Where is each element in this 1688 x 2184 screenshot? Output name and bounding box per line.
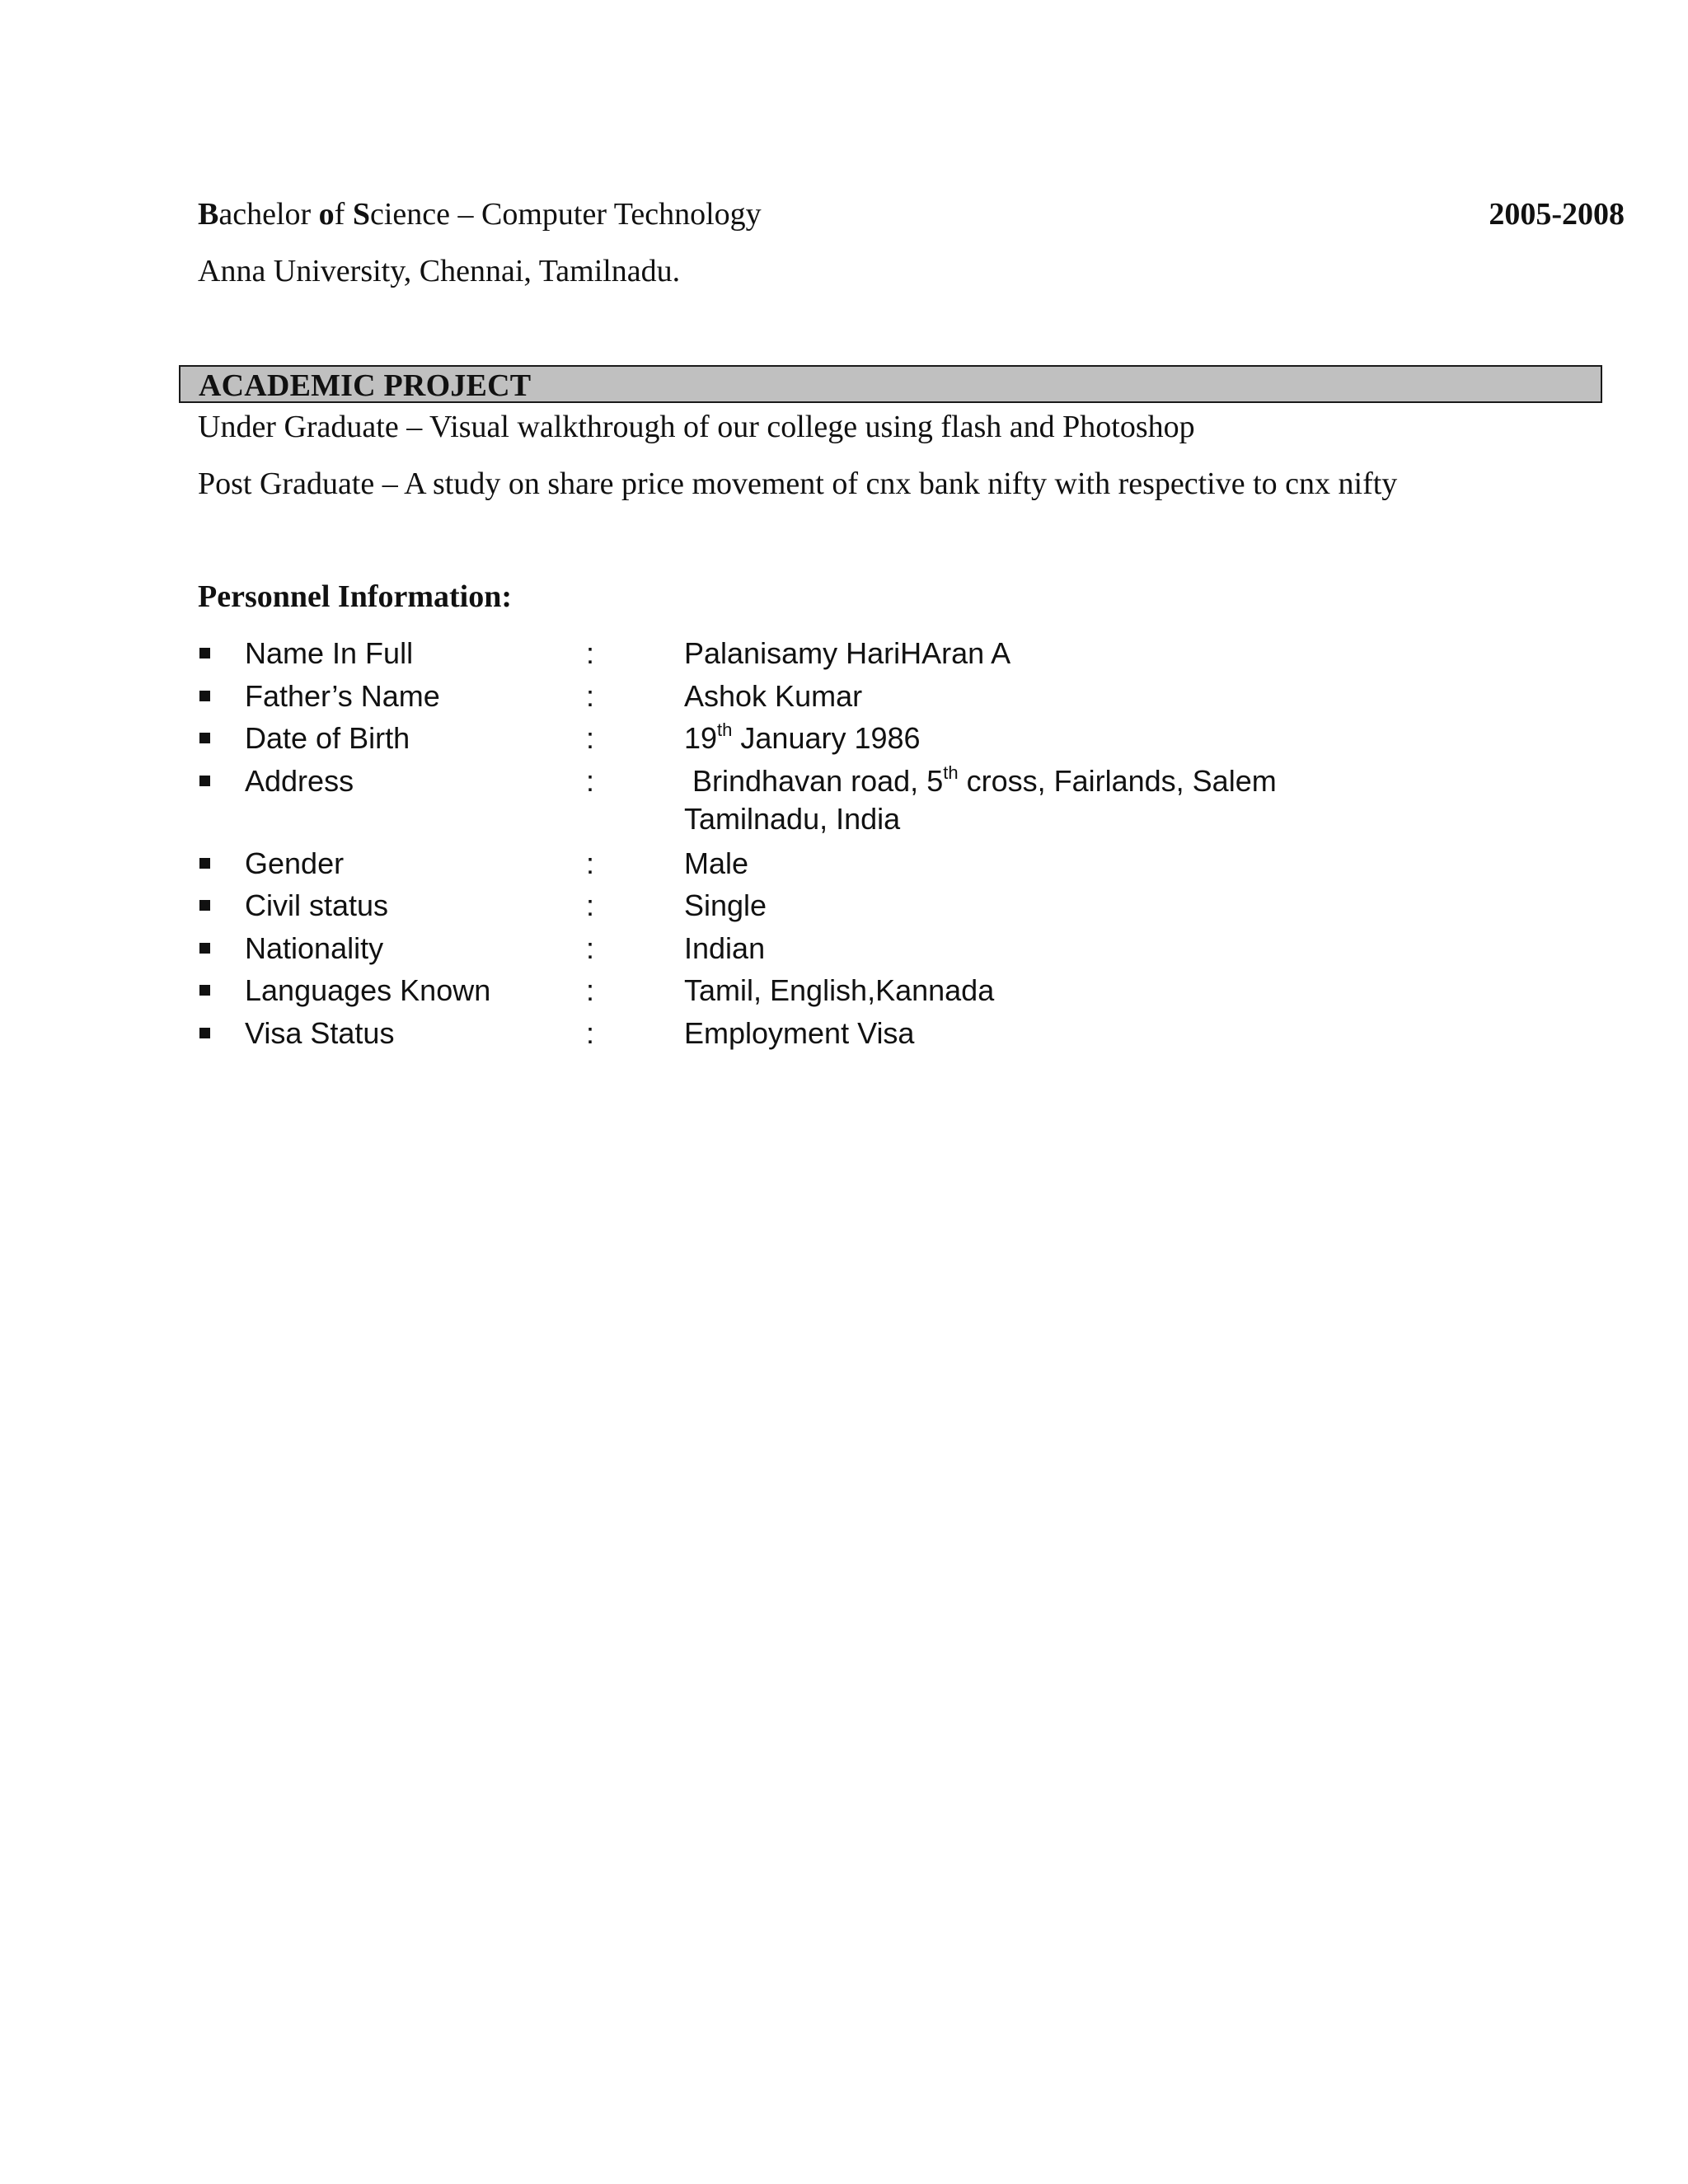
info-separator: :	[586, 721, 595, 755]
square-bullet-icon	[199, 985, 210, 996]
degree-text-2: f	[334, 197, 353, 232]
square-bullet-icon	[199, 776, 210, 786]
section-title: ACADEMIC PROJECT	[199, 368, 532, 403]
degree-line	[198, 196, 1625, 232]
info-separator: :	[586, 678, 595, 713]
square-bullet-icon	[199, 733, 210, 743]
address-line1-start: Brindhavan road, 5	[684, 763, 944, 798]
info-value: Male	[684, 846, 749, 880]
address-line1-end: cross, Fairlands, Salem	[958, 763, 1277, 798]
info-row-visa-status	[198, 1016, 1434, 1059]
degree-text-3: cience – Computer Technology	[369, 197, 762, 232]
info-label: Name In Full	[245, 636, 414, 670]
info-row-languages	[198, 973, 1434, 1016]
info-separator: :	[586, 973, 595, 1007]
dob-ordinal-suffix: th	[717, 719, 733, 740]
degree-text-1: achelor	[218, 197, 319, 232]
academic-project-section-bar	[179, 365, 1602, 403]
project-under-graduate: Under Graduate – Visual walkthrough of our college using flash and Photoshop	[198, 410, 1195, 444]
info-separator: :	[586, 930, 595, 965]
info-value: Single	[684, 888, 767, 922]
square-bullet-icon	[199, 691, 210, 701]
info-separator: :	[586, 763, 595, 798]
degree-years: 2005-2008	[1489, 197, 1625, 232]
info-value: Ashok Kumar	[684, 678, 863, 713]
info-separator: :	[586, 1015, 595, 1050]
square-bullet-icon	[199, 900, 210, 911]
info-label: Father’s Name	[245, 678, 440, 713]
info-label: Languages Known	[245, 973, 491, 1007]
info-row-date-of-birth	[198, 721, 1434, 764]
personal-info-list	[198, 636, 1434, 1058]
square-bullet-icon	[199, 858, 210, 869]
info-row-address	[198, 764, 1434, 846]
address-line2: Tamilnadu, India	[684, 801, 901, 836]
info-separator: :	[586, 846, 595, 880]
square-bullet-icon	[199, 648, 210, 658]
info-label: Date of Birth	[245, 721, 410, 755]
personal-info-heading: Personnel Information:	[198, 579, 513, 614]
info-value: Indian	[684, 930, 766, 965]
dob-day: 19	[684, 721, 718, 755]
info-row-civil-status	[198, 888, 1434, 931]
degree-initial-b: B	[198, 197, 219, 232]
info-label: Gender	[245, 846, 345, 880]
info-label: Civil status	[245, 888, 389, 922]
info-separator: :	[586, 888, 595, 922]
info-label: Nationality	[245, 930, 384, 965]
dob-month-year: January 1986	[732, 721, 921, 755]
info-value: Employment Visa	[684, 1015, 915, 1050]
degree-initial-o: o	[318, 197, 335, 232]
info-row-nationality	[198, 931, 1434, 974]
info-row-father-name	[198, 679, 1434, 722]
info-row-gender	[198, 846, 1434, 889]
info-label: Visa Status	[245, 1015, 395, 1050]
university: Anna University, Chennai, Tamilnadu.	[198, 254, 681, 288]
info-value	[684, 764, 1277, 837]
square-bullet-icon	[199, 943, 210, 954]
info-row-name	[198, 636, 1434, 679]
address-ordinal-suffix: th	[943, 762, 959, 783]
info-value	[684, 721, 921, 756]
square-bullet-icon	[199, 1028, 210, 1038]
info-value: Palanisamy HariHAran A	[684, 636, 1011, 670]
degree-title	[198, 197, 762, 232]
project-post-graduate: Post Graduate – A study on share price movement of cnx bank nifty with respective to cnx nifty	[198, 466, 1398, 501]
info-separator: :	[586, 636, 595, 670]
degree-initial-s: S	[352, 197, 370, 232]
info-label: Address	[245, 763, 354, 798]
info-value: Tamil, English,Kannada	[684, 973, 995, 1007]
